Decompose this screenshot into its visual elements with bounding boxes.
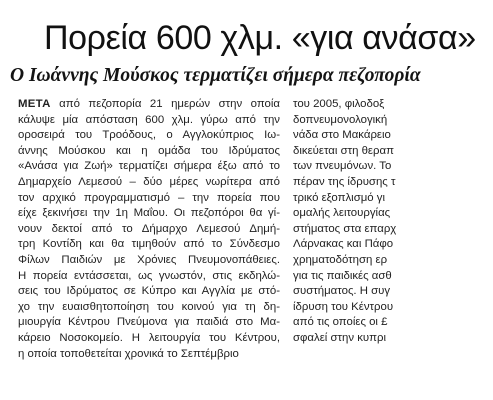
- article-line: Η πορεία εντάσσεται, ως γνωστόν, στις εκδηλώ-: [18, 269, 280, 282]
- article-column-left: [18, 97, 280, 362]
- article-line: από τις οποίες οι £: [293, 316, 388, 329]
- article-line: τον αρχικό προγραμματισμό – την πορεία που: [18, 191, 280, 204]
- article-line: πέραν της ίδρυσης τ: [293, 175, 396, 188]
- article-line: στήματος στα επαρχ: [293, 222, 397, 235]
- article-line: Φίλων Παιδιών με Χρόνιες Πνευμονοπάθειες.: [18, 253, 280, 266]
- article-column-right: [293, 97, 493, 347]
- article-line: συστήματος. Η συγ: [293, 285, 391, 298]
- article-line: τρη Κοντίδη και θα τιμηθούν από το Σύνδεσμο: [18, 238, 280, 251]
- article-line: χρηματοδότηση ερ: [293, 253, 388, 266]
- article-line: η οποία τοποθετείται χρονικά το Σεπτέμβριο: [18, 347, 239, 360]
- article-line: άννης Μούσκου και η ομάδα του Ιδρύματος: [18, 144, 280, 157]
- article-line: κάρειο Νοσοκομείο. Η λειτουργία του Κέντρου,: [18, 331, 280, 344]
- article-line: δοπνευμονολογική: [293, 113, 388, 126]
- article-line: νάδα στο Μακάρειο: [293, 129, 391, 142]
- article-line-first: [18, 97, 280, 113]
- article-line: δικεύεται στη θεραπ: [293, 144, 394, 157]
- article-line: χο την ευαισθητοποίηση του κοινού για τη δη-: [18, 300, 280, 313]
- article-line: σφαλεί στην κυπρι: [293, 331, 386, 344]
- article-line: του 2005, φιλοδοξ: [293, 98, 385, 110]
- headline: Πορεία 600 χλμ. «για ανάσα»: [44, 19, 476, 57]
- lead-word: ΜΕΤΑ: [18, 98, 51, 110]
- article-line: είχε ξεκινήσει την 1η Μαΐου. Οι πεζοπόροι θα γί-: [18, 207, 280, 220]
- article-line: σεις του Ιδρύματος σε Κύπρο και Αγγλία με στό-: [18, 285, 280, 298]
- article-line: Δημαρχείο Λεμεσού – δύο μέρες νωρίτερα από: [18, 175, 280, 188]
- article-line: «Ανάσα για Ζωή» τερματίζει σήμερα έξω από το: [18, 160, 280, 173]
- article-line: ομαλής λειτουργίας: [293, 207, 391, 220]
- article-line: ίδρυση του Κέντρου: [293, 300, 394, 313]
- article-line: Λάρνακας και Πάφο: [293, 238, 394, 251]
- article-line: των πνευμόνων. Το: [293, 160, 392, 173]
- article-line: για τις παιδικές ασθ: [293, 269, 392, 282]
- article-line: νουν δεκτοί από το Δήμαρχο Λεμεσού Δημή-: [18, 222, 280, 235]
- article-line: τρικό εξοπλισμό γι: [293, 191, 386, 204]
- article-line: κάλυψε μία απόσταση 600 χλμ. γύρω από την: [18, 113, 280, 126]
- subheadline: Ο Ιωάννης Μούσκος τερματίζει σήμερα πεζοπορία: [10, 65, 421, 86]
- first-line-text: από πεζοπορία 21 ημερών στην οποία: [50, 98, 280, 110]
- article-line: μιουργία Κέντρου Πνεύμονα για παιδιά στο Μα-: [18, 316, 280, 329]
- article-line: οροσειρά του Τροόδους, ο Αγγλοκύπριος Ιω-: [18, 129, 280, 142]
